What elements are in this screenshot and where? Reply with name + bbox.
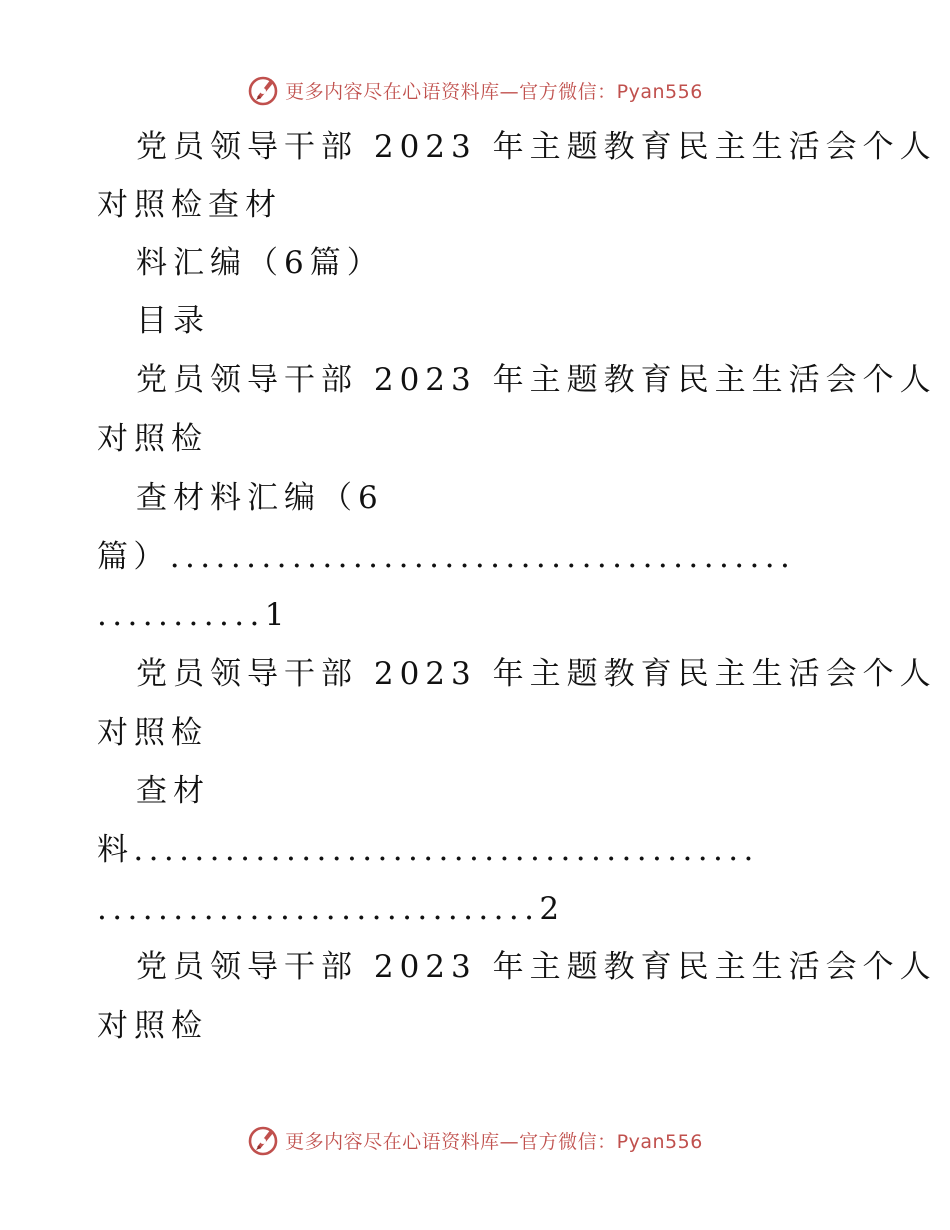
footer-watermark (0, 1120, 950, 1160)
toc-entry-page: ...........1 (97, 597, 290, 633)
title-line: 党员领导干部 2023 年主题教育民主生活会个人 (136, 129, 937, 165)
toc-entry-line: 查材 (136, 773, 210, 809)
watermark-text: 更多内容尽在心语资料库—官方微信：Pyan556 (285, 80, 703, 103)
toc-entry-leader: 篇）......................................... (97, 539, 796, 575)
title-line: 对照检查材 (97, 187, 282, 223)
red-quill-logo-icon (247, 1123, 281, 1157)
toc-entry-line: 对照检 (97, 1008, 208, 1044)
toc-entry-page: .............................2 (97, 891, 565, 927)
toc-entry-line: 党员领导干部 2023 年主题教育民主生活会个人 (136, 949, 937, 985)
toc-heading: 目录 (136, 303, 210, 339)
toc-entry-line: 党员领导干部 2023 年主题教育民主生活会个人 (136, 362, 937, 398)
toc-entry-leader: 料......................................... (97, 832, 759, 868)
toc-entry-line: 对照检 (97, 715, 208, 751)
title-line: 料汇编（6篇） (136, 245, 384, 281)
toc-entry-line: 党员领导干部 2023 年主题教育民主生活会个人 (136, 656, 937, 692)
toc-entry-line: 对照检 (97, 421, 208, 457)
toc-entry-line: 查材料汇编（6 (136, 480, 384, 516)
watermark-text: 更多内容尽在心语资料库—官方微信：Pyan556 (285, 1130, 703, 1153)
